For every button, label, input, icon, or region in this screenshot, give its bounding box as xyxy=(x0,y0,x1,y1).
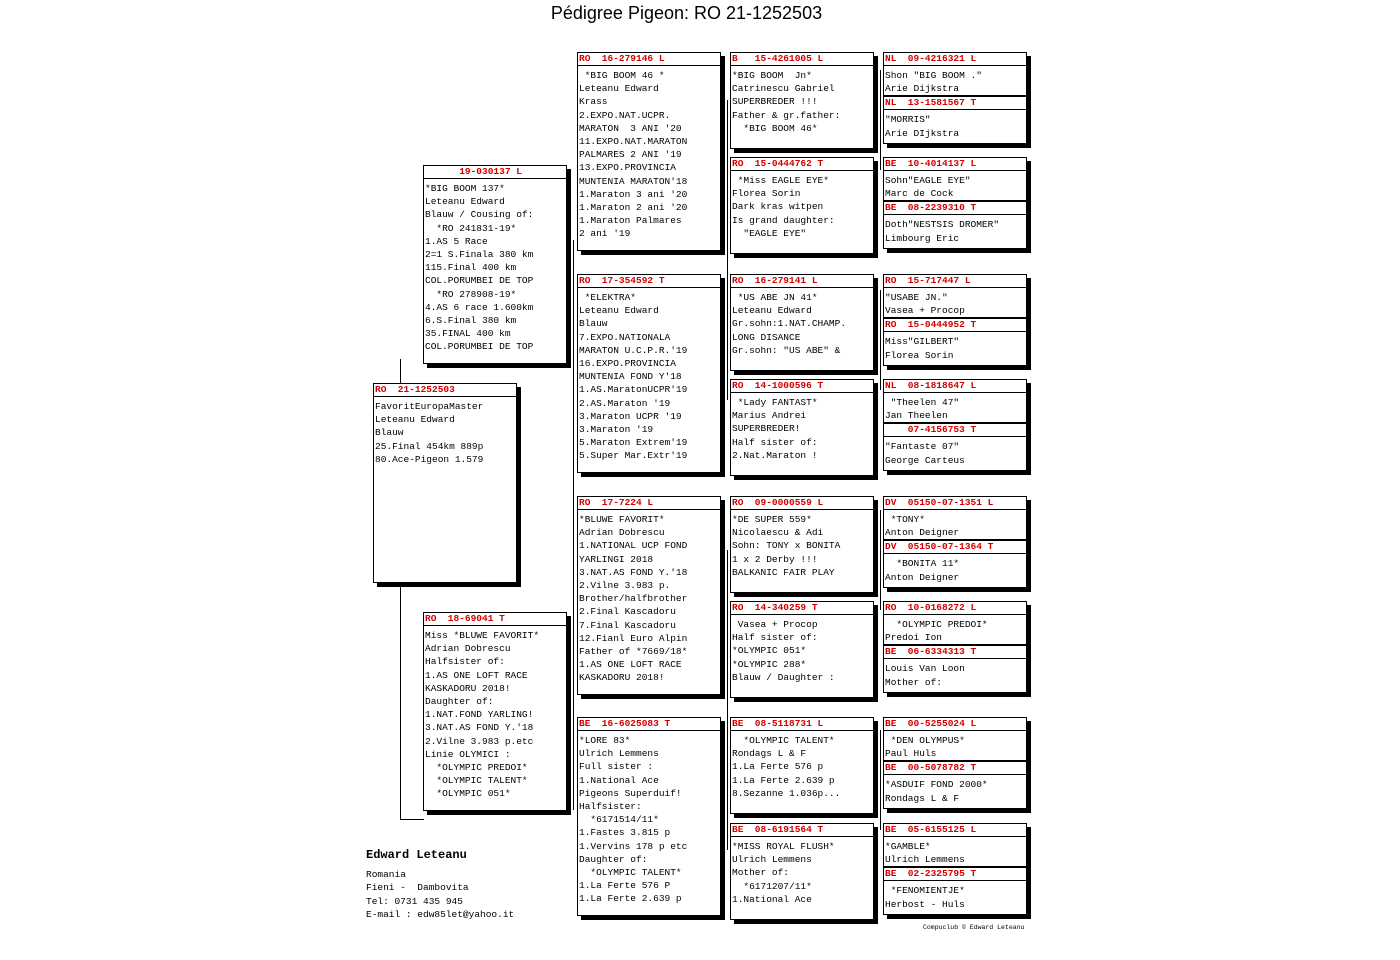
pigeon-card-pair-4 xyxy=(883,379,1027,471)
text-line: COL.PORUMBEI DE TOP xyxy=(425,341,534,353)
text-line: MARATON 3 ANI '20 xyxy=(579,122,682,134)
text-line: Marius Andrei xyxy=(732,410,807,422)
text-line: 16.EXPO.PROVINCIA xyxy=(579,358,676,370)
ring-number: RO 15-717447 L xyxy=(884,275,1026,288)
ring-number: BE 00-5078782 T xyxy=(884,760,1026,775)
text-line: LONG DISANCE xyxy=(732,331,801,343)
text-line: 2.AS.Maraton '19 xyxy=(579,397,671,409)
text-line: Leteanu Edward xyxy=(579,83,659,95)
ring-number: DV 05150-07-1351 L xyxy=(884,497,1026,510)
text-line: Catrinescu Gabriel xyxy=(732,83,835,95)
text-line: 1.La Ferte 576 P xyxy=(579,880,671,892)
connector-line xyxy=(400,819,424,820)
text-line: 1.National Ace xyxy=(579,774,659,786)
text-line: MUNTENIA FOND Y'18 xyxy=(579,371,682,383)
text-line: Blauw xyxy=(375,427,404,439)
pigeon-card-dss xyxy=(730,496,874,593)
text-line: 1.AS ONE LOFT RACE xyxy=(425,669,528,681)
text-line: Fieni - Dambovita xyxy=(366,882,469,894)
text-line: Vasea + Procop xyxy=(732,619,818,630)
text-line: Florea Sorin xyxy=(885,349,954,361)
text-line: *OLYMPIC 051* xyxy=(425,788,511,800)
text-line: PALMARES 2 ANI '19 xyxy=(579,149,682,161)
text-line: 25.Final 454km 889p xyxy=(375,440,484,452)
text-line: 3.Maraton UCPR '19 xyxy=(579,410,682,422)
text-line: *DEN OLYMPUS* xyxy=(885,735,965,746)
text-line: MARATON U.C.P.R.'19 xyxy=(579,344,688,356)
text-line: E-mail : edw85let@yahoo.it xyxy=(366,908,515,920)
text-line: Ulrich Lemmens xyxy=(732,854,812,866)
text-line: 2.EXPO.NAT.UCPR. xyxy=(579,109,671,121)
text-line: 1.Maraton Palmares xyxy=(579,215,682,227)
text-line: Nicolaescu & Adi xyxy=(732,527,824,539)
ring-number: NL 13-1581567 T xyxy=(884,95,1026,110)
text-line: *OLYMPIC TALENT* xyxy=(732,735,835,746)
text-line: Mother of: xyxy=(885,676,943,688)
ring-number: RO 16-279146 L xyxy=(578,53,720,66)
text-line: Halfsister of: xyxy=(425,656,505,668)
text-line: BALKANIC FAIR PLAY xyxy=(732,566,835,578)
ring-number: BE 06-6334313 T xyxy=(884,644,1026,659)
ring-number: BE 16-6025083 T xyxy=(578,718,720,731)
text-line: Paul Huls xyxy=(885,748,937,760)
text-line: Is grand daughter: xyxy=(732,214,835,226)
text-line: 7.Final Kascadoru xyxy=(579,619,676,631)
text-line: Daughter of: xyxy=(425,696,494,708)
text-line: YARLINGI 2018 xyxy=(579,553,654,565)
text-line: Louis Van Loon xyxy=(885,663,965,675)
owner-info xyxy=(366,848,514,921)
text-line: "EAGLE EYE" xyxy=(732,227,807,239)
text-line: Miss *BLUWE FAVORIT* xyxy=(425,630,540,641)
text-line: *OLYMPIC TALENT* xyxy=(579,867,682,879)
text-line: 4.AS 6 race 1.600km xyxy=(425,301,534,313)
text-line: Rondags L & F xyxy=(885,792,960,804)
pigeon-card-dsd xyxy=(730,601,874,698)
text-line: Sohn"EAGLE EYE" xyxy=(885,175,971,186)
text-line: Dark kras witpen xyxy=(732,201,824,213)
text-line: Gr.sohn:1.NAT.CHAMP. xyxy=(732,318,847,330)
text-line: Arie Dijkstra xyxy=(885,83,960,95)
pigeon-card-sdd xyxy=(730,379,874,476)
text-line: *BIG BOOM 46* xyxy=(732,122,818,134)
text-line: Ulrich Lemmens xyxy=(579,748,659,760)
text-line: 5.Super Mar.Extr'19 xyxy=(579,450,688,462)
text-line: 3.NAT.AS FOND Y.'18 xyxy=(425,722,534,734)
text-line: Marc de Cock xyxy=(885,188,954,200)
text-line: *OLYMPIC PREDOI* xyxy=(885,619,988,630)
text-line: Krass xyxy=(579,96,608,108)
text-line: 115.Final 400 km xyxy=(425,262,517,274)
text-line: MUNTENIA MARATON'18 xyxy=(579,175,688,187)
text-line: SUPERBREDER !!! xyxy=(732,96,818,108)
text-line: 3.Maraton '19 xyxy=(579,424,654,436)
text-line: 1.NAT.FOND YARLING! xyxy=(425,709,534,721)
text-line: 6.S.Final 380 km xyxy=(425,315,517,327)
pigeon-card-sire-dam xyxy=(577,274,721,473)
connector-line xyxy=(400,359,401,383)
ring-number: RO 14-340259 T xyxy=(731,602,873,615)
ring-number: RO 21-1252503 xyxy=(374,384,516,397)
text-line: *OLYMPIC PREDOI* xyxy=(425,762,528,774)
text-line: Leteanu Edward xyxy=(732,305,812,317)
text-line: Jan Theelen xyxy=(885,410,948,422)
text-line: 1.AS 5 Race xyxy=(425,235,488,247)
text-line: *GAMBLE* xyxy=(885,841,931,852)
text-line: Leteanu Edward xyxy=(425,196,505,208)
text-line: Adrian Dobrescu xyxy=(579,527,665,539)
text-line: 2.Final Kascadoru xyxy=(579,606,676,618)
text-line: Vasea + Procop xyxy=(885,305,965,317)
text-line: 35.FINAL 400 km xyxy=(425,328,511,340)
ring-number: RO 17-7224 L xyxy=(578,497,720,510)
ring-number: RO 15-0444762 T xyxy=(731,158,873,171)
text-line: 1.AS ONE LOFT RACE xyxy=(579,659,682,671)
text-line: *OLYMPIC 051* xyxy=(732,645,807,657)
text-line: Adrian Dobrescu xyxy=(425,643,511,655)
text-line: *ELEKTRA* xyxy=(579,292,637,303)
text-line: *DE SUPER 559* xyxy=(732,514,812,525)
text-line: *BIG BOOM 46 * xyxy=(579,70,665,81)
text-line: 1.AS.MaratonUCPR'19 xyxy=(579,384,688,396)
pigeon-card-dds xyxy=(730,717,874,814)
text-line: Doth"NESTSIS DROMER" xyxy=(885,219,1000,231)
text-line: "MORRIS" xyxy=(885,114,931,126)
text-line: Mother of: xyxy=(732,867,790,879)
pigeon-card-sire xyxy=(423,165,567,364)
text-line: 2=1 S.Finala 380 km xyxy=(425,249,534,261)
text-line: Blauw / Daughter : xyxy=(732,671,835,683)
text-line: *BIG BOOM Jn* xyxy=(732,70,812,81)
pigeon-card-pair-2 xyxy=(883,157,1027,249)
ring-number: BE 05-6155125 L xyxy=(884,824,1026,837)
ring-number: NL 09-4216321 L xyxy=(884,53,1026,66)
text-line: COL.PORUMBEI DE TOP xyxy=(425,275,534,287)
text-line: 1.Maraton 2 ani '20 xyxy=(579,202,688,214)
text-line: 1 x 2 Derby !!! xyxy=(732,553,818,565)
text-line: Father & gr.father: xyxy=(732,109,841,121)
connector-line xyxy=(573,460,574,810)
text-line: Blauw xyxy=(579,318,608,330)
page-title: Pédigree Pigeon: RO 21-1252503 xyxy=(550,3,823,23)
connector-line xyxy=(880,510,881,610)
text-line: "Theelen 47" xyxy=(885,397,960,408)
text-line: 2 ani '19 xyxy=(579,228,631,240)
text-line: 1.Vervins 178 p etc xyxy=(579,840,688,852)
text-line: George Carteus xyxy=(885,454,965,466)
text-line: 1.La Ferte 2.639 p xyxy=(732,774,835,786)
text-line: *6171514/11* xyxy=(579,814,659,826)
ring-number: RO 10-0168272 L xyxy=(884,602,1026,615)
text-line: Miss"GILBERT" xyxy=(885,336,960,348)
connector-line xyxy=(727,550,728,850)
text-line: KASKADORU 2018! xyxy=(579,672,665,684)
text-line: Florea Sorin xyxy=(732,188,801,200)
text-line: Tel: 0731 435 945 xyxy=(366,895,463,907)
text-line: Predoi Ion xyxy=(885,632,943,644)
ring-number: BE 08-6191564 T xyxy=(731,824,873,837)
ring-number: BE 02-2325795 T xyxy=(884,866,1026,881)
ring-number: DV 05150-07-1364 T xyxy=(884,539,1026,554)
owner-name: Edward Leteanu xyxy=(366,848,467,862)
text-line: Leteanu Edward xyxy=(375,414,455,426)
text-line: 13.EXPO.PROVINCIA xyxy=(579,162,676,174)
pigeon-card-pair-1 xyxy=(883,52,1027,144)
ring-number: RO 09-0000559 L xyxy=(731,497,873,510)
pigeon-card-pair-6 xyxy=(883,601,1027,693)
text-line: *OLYMPIC TALENT* xyxy=(425,775,528,787)
text-line: 7.EXPO.NATIONALA xyxy=(579,331,671,343)
text-line: *US ABE JN 41* xyxy=(732,292,818,303)
pigeon-card-pair-8 xyxy=(883,823,1027,915)
text-line: *RO 241831-19* xyxy=(425,222,517,234)
pigeon-card-sire-sire xyxy=(577,52,721,251)
text-line: Linie OLYMICI : xyxy=(425,748,511,760)
connector-line xyxy=(400,583,401,820)
text-line: *Lady FANTAST* xyxy=(732,397,818,408)
text-line: Half sister of: xyxy=(732,632,818,644)
text-line: *TONY* xyxy=(885,514,925,525)
text-line: *LORE 83* xyxy=(579,735,631,746)
text-line: 1.National Ace xyxy=(732,893,812,905)
text-line: 3.NAT.AS FOND Y.'18 xyxy=(579,566,688,578)
text-line: Pigeons Superduif! xyxy=(579,787,682,799)
connector-line xyxy=(880,70,881,170)
text-line: Ulrich Lemmens xyxy=(885,854,965,866)
text-line: 1.NATIONAL UCP FOND xyxy=(579,540,688,552)
text-line: Anton Deigner xyxy=(885,527,960,539)
copyright-note: Compuclub © Edward Leteanu xyxy=(923,924,1025,931)
text-line: Sohn: TONY x BONITA xyxy=(732,540,841,552)
text-line: *OLYMPIC 288* xyxy=(732,658,807,670)
text-line: 1.La Ferte 2.639 p xyxy=(579,893,682,905)
text-line: 2.Nat.Maraton ! xyxy=(732,449,818,461)
text-line: 1.La Ferte 576 p xyxy=(732,761,824,773)
text-line: 5.Maraton Extrem'19 xyxy=(579,437,688,449)
ring-number: BE 08-2239310 T xyxy=(884,200,1026,215)
text-line: *BLUWE FAVORIT* xyxy=(579,514,665,525)
text-line: *ASDUIF FOND 2000* xyxy=(885,779,988,791)
text-line: Limbourg Eric xyxy=(885,232,960,244)
ring-number: BE 10-4014137 L xyxy=(884,158,1026,171)
pigeon-card-subject xyxy=(373,383,517,583)
text-line: Full sister : xyxy=(579,761,654,773)
text-line: *BONITA 11* xyxy=(885,558,960,570)
ring-number: NL 08-1818647 L xyxy=(884,380,1026,393)
ring-number: BE 00-5255024 L xyxy=(884,718,1026,731)
text-line: Father of *7669/18* xyxy=(579,646,688,658)
ring-number: 07-4156753 T xyxy=(884,422,1026,437)
text-line: *RO 278908-19* xyxy=(425,288,517,300)
text-line: *FENOMIENTJE* xyxy=(885,885,965,897)
text-line: *MISS ROYAL FLUSH* xyxy=(732,841,835,852)
ring-number: RO 18-69041 T xyxy=(424,613,566,626)
text-line: Brother/halfbrother xyxy=(579,593,688,605)
text-line: 8.Sezanne 1.036p... xyxy=(732,787,841,799)
text-line: 12.Fianl Euro Alpin xyxy=(579,632,688,644)
text-line: 1.Fastes 3.815 p xyxy=(579,827,671,839)
text-line: Rondags L & F xyxy=(732,748,807,760)
text-line: Half sister of: xyxy=(732,436,818,448)
pigeon-card-ddd xyxy=(730,823,874,920)
text-line: Blauw / Cousing of: xyxy=(425,209,534,221)
text-line: 2.Vilne 3.983 p.etc xyxy=(425,735,534,747)
pigeon-card-sss xyxy=(730,52,874,149)
pigeon-card-dam-dam xyxy=(577,717,721,916)
text-line: Leteanu Edward xyxy=(579,305,659,317)
text-line: SUPERBREDER! xyxy=(732,423,801,435)
text-line: Arie DIjkstra xyxy=(885,127,960,139)
text-line: 80.Ace-Pigeon 1.579 xyxy=(375,453,484,465)
text-line: *Miss EAGLE EYE* xyxy=(732,175,829,186)
text-line: "Fantaste 07" xyxy=(885,441,960,453)
pigeon-card-dam-sire xyxy=(577,496,721,695)
text-line: Herbost - Huls xyxy=(885,898,965,910)
ring-number: BE 08-5118731 L xyxy=(731,718,873,731)
pigeon-card-sds xyxy=(730,274,874,371)
text-line: Daughter of: xyxy=(579,853,648,865)
text-line: FavoritEuropaMaster xyxy=(375,401,484,412)
pigeon-card-dam xyxy=(423,612,567,811)
pigeon-card-pair-7 xyxy=(883,717,1027,809)
text-line: 1.Maraton 3 ani '20 xyxy=(579,188,688,200)
text-line: Halfsister: xyxy=(579,801,642,813)
ring-number: RO 15-0444952 T xyxy=(884,317,1026,332)
ring-number: RO 14-1000596 T xyxy=(731,380,873,393)
ring-number: 19-030137 L xyxy=(424,166,566,179)
text-line: Shon "BIG BOOM ." xyxy=(885,70,982,81)
connector-line xyxy=(727,100,728,400)
ring-number: RO 16-279141 L xyxy=(731,275,873,288)
text-line: "USABE JN." xyxy=(885,292,948,303)
connector-line xyxy=(880,730,881,830)
connector-line xyxy=(880,290,881,390)
ring-number: RO 17-354592 T xyxy=(578,275,720,288)
text-line: 2.Vilne 3.983 p. xyxy=(579,580,671,592)
text-line: *BIG BOOM 137* xyxy=(425,183,505,194)
pigeon-card-pair-3 xyxy=(883,274,1027,366)
text-line: Anton Deigner xyxy=(885,571,960,583)
text-line: Romania xyxy=(366,869,406,880)
text-line: 11.EXPO.NAT.MARATON xyxy=(579,136,688,148)
text-line: KASKADORU 2018! xyxy=(425,682,511,694)
text-line: Gr.sohn: "US ABE" & xyxy=(732,344,841,356)
text-line: *6171207/11* xyxy=(732,880,812,892)
pigeon-card-pair-5 xyxy=(883,496,1027,588)
pigeon-card-ssd xyxy=(730,157,874,254)
ring-number: B 15-4261005 L xyxy=(731,53,873,66)
